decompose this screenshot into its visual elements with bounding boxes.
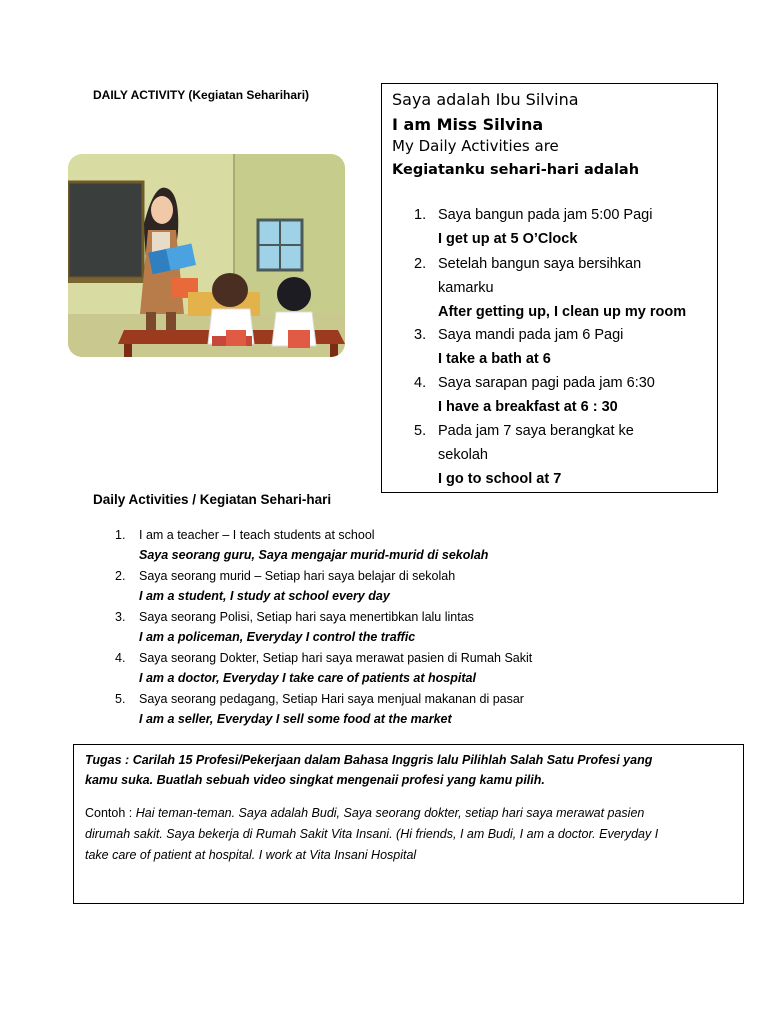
profession-item-translation: I am a policeman, Everyday I control the traffic — [139, 630, 416, 644]
profession-item-number: 4. — [115, 651, 126, 665]
intro-name-en: I am Miss Silvina — [392, 115, 544, 134]
intro-box — [381, 83, 718, 493]
profession-item-text: Saya seorang murid – Setiap hari saya belajar di sekolah — [139, 569, 456, 583]
intro-item-number: 1. — [414, 207, 427, 223]
profession-item-translation: I am a seller, Everyday I sell some food at the market — [139, 712, 452, 726]
intro-activities-id: Kegiatanku sehari-hari adalah — [392, 162, 640, 178]
profession-item-number: 3. — [115, 610, 126, 624]
intro-item-id-text: Saya sarapan pagi pada jam 6:30 — [438, 375, 655, 391]
intro-item-id-text: Setelah bangun saya bersihkan — [438, 256, 642, 272]
task-instruction-line2: kamu suka. Buatlah sebuah video singkat mengenaii profesi yang kamu pilih. — [85, 773, 545, 787]
example-paragraph — [85, 806, 644, 820]
intro-item-id-text: Saya bangun pada jam 5:00 Pagi — [438, 207, 653, 223]
intro-item-number: 5. — [414, 423, 427, 439]
intro-item-id-text: Pada jam 7 saya berangkat ke — [438, 423, 634, 439]
intro-item-en-text: I go to school at 7 — [438, 471, 562, 487]
profession-item-text: Saya seorang Polisi, Setiap hari saya menertibkan lalu lintas — [139, 610, 474, 624]
section-heading: Daily Activities / Kegiatan Sehari-hari — [93, 492, 332, 507]
intro-item-en-text: I get up at 5 O’Clock — [438, 231, 578, 247]
profession-item-text: Saya seorang Dokter, Setiap hari saya merawat pasien di Rumah Sakit — [139, 651, 533, 665]
example-text-line3: take care of patient at hospital. I work at Vita Insani Hospital — [85, 848, 417, 862]
profession-item-text: I am a teacher – I teach students at school — [139, 528, 375, 542]
intro-item-number: 2. — [414, 256, 427, 272]
document-title: DAILY ACTIVITY (Kegiatan Seharihari) — [93, 88, 310, 102]
intro-item-en-text: After getting up, I clean up my room — [438, 304, 687, 320]
intro-item-number: 3. — [414, 327, 427, 343]
profession-item-translation: Saya seorang guru, Saya mengajar murid-murid di sekolah — [139, 548, 489, 562]
student-figure-right — [272, 277, 316, 348]
intro-item-number: 4. — [414, 375, 427, 391]
profession-item-text: Saya seorang pedagang, Setiap Hari saya menjual makanan di pasar — [139, 692, 524, 706]
profession-item-translation: I am a doctor, Everyday I take care of patients at hospital — [139, 671, 476, 685]
task-box — [73, 744, 744, 904]
intro-item-id-text-cont: sekolah — [438, 447, 488, 463]
task-instruction-line1: Tugas : Carilah 15 Profesi/Pekerjaan dalam Bahasa Inggris lalu Pilihlah Salah Satu Profesi yang — [85, 753, 653, 767]
intro-item-id-text: Saya mandi pada jam 6 Pagi — [438, 327, 624, 343]
example-text-line2: dirumah sakit. Saya bekerja di Rumah Sakit Vita Insani. (Hi friends, I am Budi, I am a doctor. Everyday I — [85, 827, 659, 841]
example-text-line1: Hai teman-teman. Saya adalah Budi, Saya seorang dokter, setiap hari saya merawat pasien — [135, 806, 645, 820]
blackboard — [68, 182, 143, 278]
profession-item-translation: I am a student, I study at school every day — [139, 589, 390, 603]
classroom-image — [68, 154, 345, 357]
intro-activities-en: My Daily Activities are — [392, 137, 559, 155]
intro-item-en-text: I take a bath at 6 — [438, 351, 551, 367]
intro-name-id: Saya adalah Ibu Silvina — [392, 90, 579, 109]
profession-item-number: 2. — [115, 569, 126, 583]
profession-item-number: 5. — [115, 692, 126, 706]
profession-item-number: 1. — [115, 528, 126, 542]
intro-item-id-text-cont: kamarku — [438, 280, 494, 296]
example-label: Contoh : — [85, 806, 136, 820]
intro-item-en-text: I have a breakfast at 6 : 30 — [438, 399, 618, 415]
classroom-illustration — [68, 154, 345, 357]
